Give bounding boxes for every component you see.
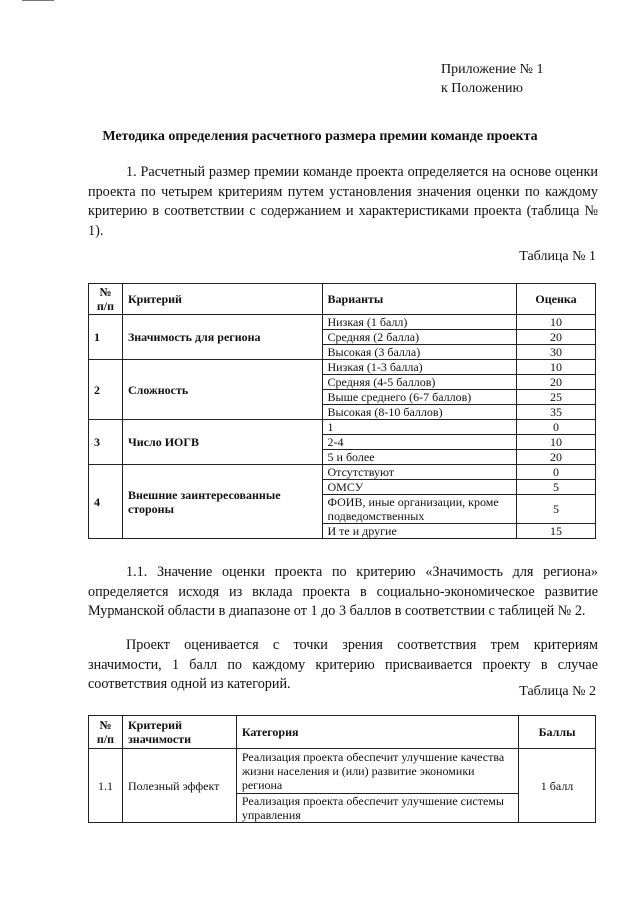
table-row xyxy=(89,360,596,375)
paragraph-1: 1. Расчетный размер премии команде проекта определяется на основе оценки проекта по четырем критериям путем установления значения оценки по каждому критерию в соответствии с содержанием и характеристиками проекта (таблица № 1). xyxy=(88,164,598,239)
table-1 xyxy=(88,283,596,539)
variant-cell: 5 и более xyxy=(322,450,517,465)
variant-cell: Отсутствуют xyxy=(322,465,517,480)
table2-label: Таблица № 2 xyxy=(519,684,596,699)
header-score: Оценка xyxy=(517,284,596,315)
variant-cell: Высокая (3 балла) xyxy=(322,345,517,360)
table1-label: Таблица № 1 xyxy=(519,249,596,264)
variant-cell: Высокая (8-10 баллов) xyxy=(322,405,517,420)
points-cell: 1 балл xyxy=(519,749,596,823)
table-header-row xyxy=(89,716,596,749)
group-criterion: Число ИОГВ xyxy=(122,420,322,465)
category-cell: Реализация проекта обеспечит улучшение качества жизни населения и (или) развитие экономики региона xyxy=(236,749,518,794)
score-cell: 30 xyxy=(517,345,596,360)
variant-cell: Средняя (4-5 баллов) xyxy=(322,375,517,390)
appendix-line2: к Положению xyxy=(441,81,524,96)
score-cell: 15 xyxy=(517,524,596,539)
score-cell: 35 xyxy=(517,405,596,420)
group-criterion: Сложность xyxy=(122,360,322,420)
score-cell: 20 xyxy=(517,330,596,345)
variant-cell: Выше среднего (6-7 баллов) xyxy=(322,390,517,405)
variant-cell: 2-4 xyxy=(322,435,517,450)
score-cell: 20 xyxy=(517,375,596,390)
variant-cell: 1 xyxy=(322,420,517,435)
group-num: 4 xyxy=(89,465,123,539)
variant-cell: Средняя (2 балла) xyxy=(322,330,517,345)
row-criterion: Полезный эффект xyxy=(122,749,236,823)
paragraph-3: Проект оценивается с точки зрения соответствия трем критериям значимости, 1 балл по каждому критерию присваивается проекту в случае соответствия одной из категорий. xyxy=(88,637,598,692)
table-header-row xyxy=(89,284,596,315)
score-cell: 5 xyxy=(517,495,596,524)
paragraph-2: 1.1. Значение оценки проекта по критерию «Значимость для региона» определяется исходя из вклада проекта в социально-экономическое развитие Мурманской области в диапазоне от 1 до 3 баллов в соответствии с таблицей № 2. xyxy=(88,564,598,619)
header-num: № п/п xyxy=(89,284,123,315)
score-cell: 10 xyxy=(517,360,596,375)
table-row xyxy=(89,315,596,330)
variant-cell: И те и другие xyxy=(322,524,517,539)
score-cell: 25 xyxy=(517,390,596,405)
header-num: № п/п xyxy=(89,716,123,749)
table-2 xyxy=(88,715,596,823)
score-cell: 0 xyxy=(517,420,596,435)
group-num: 3 xyxy=(89,420,123,465)
score-cell: 0 xyxy=(517,465,596,480)
document-title: Методика определения расчетного размера премии команде проекта xyxy=(102,129,538,144)
table-row xyxy=(89,749,596,794)
header-criterion: Критерий значимости xyxy=(122,716,236,749)
header-criterion: Критерий xyxy=(122,284,322,315)
table-row xyxy=(89,465,596,480)
score-cell: 10 xyxy=(517,435,596,450)
header-category: Категория xyxy=(236,716,518,749)
group-num: 2 xyxy=(89,360,123,420)
header-points: Баллы xyxy=(519,716,596,749)
variant-cell: Низкая (1-3 балла) xyxy=(322,360,517,375)
top-rule xyxy=(22,0,54,1)
variant-cell: ФОИВ, иные организации, кроме подведомственных xyxy=(322,495,517,524)
group-criterion: Значимость для региона xyxy=(122,315,322,360)
score-cell: 5 xyxy=(517,480,596,495)
appendix-header xyxy=(441,60,544,98)
variant-cell: ОМСУ xyxy=(322,480,517,495)
group-criterion: Внешние заинтересованные стороны xyxy=(122,465,322,539)
variant-cell: Низкая (1 балл) xyxy=(322,315,517,330)
score-cell: 10 xyxy=(517,315,596,330)
appendix-line1: Приложение № 1 xyxy=(441,62,544,77)
header-variants: Варианты xyxy=(322,284,517,315)
table-row xyxy=(89,420,596,435)
group-num: 1 xyxy=(89,315,123,360)
score-cell: 20 xyxy=(517,450,596,465)
row-num: 1.1 xyxy=(89,749,123,823)
category-cell: Реализация проекта обеспечит улучшение системы управления xyxy=(236,794,518,823)
